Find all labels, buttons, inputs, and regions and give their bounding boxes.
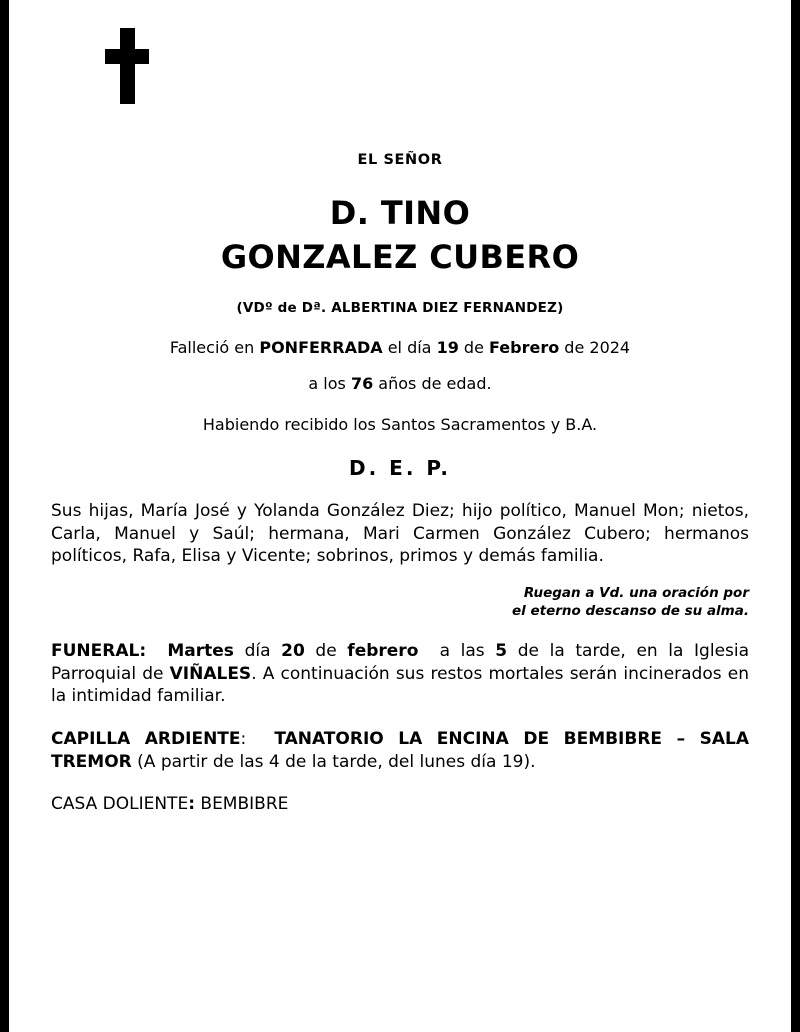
funeral-label: FUNERAL:	[51, 641, 147, 662]
home-paragraph	[51, 793, 749, 816]
deceased-name-line2: GONZALEZ CUBERO	[220, 238, 580, 276]
death-month: Febrero	[489, 338, 560, 357]
home-colon: :	[188, 794, 195, 815]
home-value: BEMBIBRE	[200, 794, 289, 815]
death-prefix: Falleció en	[169, 338, 260, 357]
death-of: de	[458, 338, 489, 357]
prayer-note	[51, 584, 749, 620]
funeral-day-word: día	[244, 641, 271, 662]
death-place: PONFERRADA	[259, 338, 383, 357]
funeral-of: de	[315, 641, 337, 662]
age-line	[51, 374, 749, 393]
chapel-place: TANATORIO LA ENCINA DE BEMBIBRE – SALA TREMOR	[51, 729, 750, 772]
obituary-content	[9, 0, 791, 1032]
funeral-time-suffix: de la tarde,	[517, 641, 626, 662]
funeral-tail: . A continuación sus restos mortales serán incinerados en la intimidad familiar.	[51, 663, 750, 707]
chapel-label: CAPILLA ARDIENTE	[51, 729, 241, 750]
latin-cross-icon	[105, 28, 149, 104]
funeral-place-prefix: en la Iglesia Parroquial de	[51, 641, 750, 684]
deceased-name-line1: D. TINO	[329, 194, 471, 232]
cross-vertical-bar	[120, 28, 135, 104]
death-year: 2024	[589, 338, 631, 357]
cross-horizontal-bar	[105, 49, 149, 64]
funeral-day: 20	[281, 641, 305, 662]
funeral-weekday: Martes	[167, 641, 234, 662]
dep-text: D. E. P.	[349, 456, 451, 480]
widow-of-text: (VDº de Dª. ALBERTINA DIEZ FERNANDEZ)	[236, 300, 564, 316]
sacraments-line: Habiendo recibido los Santos Sacramentos y B.A.	[202, 415, 598, 434]
chapel-paragraph	[51, 728, 749, 773]
death-year-sep: de	[559, 338, 590, 357]
death-day: 19	[436, 338, 459, 357]
death-line	[51, 338, 749, 357]
funeral-month: febrero	[347, 641, 419, 662]
home-label: CASA DOLIENTE	[51, 794, 189, 815]
chapel-colon: :	[240, 729, 247, 750]
age-prefix: a los	[308, 374, 351, 393]
funeral-parish: VIÑALES	[169, 663, 252, 684]
age-suffix: años de edad.	[373, 374, 492, 393]
family-paragraph: Sus hijas, María José y Yolanda González Diez; hijo político, Manuel Mon; nietos, Carla, Manuel y Saúl; hermana, Mari Carmen González Cubero; hermanos políticos, Rafa, Elisa y Vicente; sobrinos, primos y demás familia.	[51, 501, 749, 567]
funeral-paragraph	[51, 640, 749, 708]
honorific-text: EL SEÑOR	[357, 152, 443, 168]
funeral-time-prefix: a las	[439, 641, 485, 662]
prayer-line-2: el eterno descanso de su alma.	[512, 603, 749, 620]
death-mid: el día	[382, 338, 437, 357]
chapel-detail: (A partir de las 4 de la tarde, del lunes día 19).	[137, 751, 536, 772]
prayer-line-1: Ruegan a Vd. una oración por	[523, 584, 749, 601]
age-value: 76	[350, 374, 374, 393]
funeral-time: 5	[495, 641, 508, 662]
